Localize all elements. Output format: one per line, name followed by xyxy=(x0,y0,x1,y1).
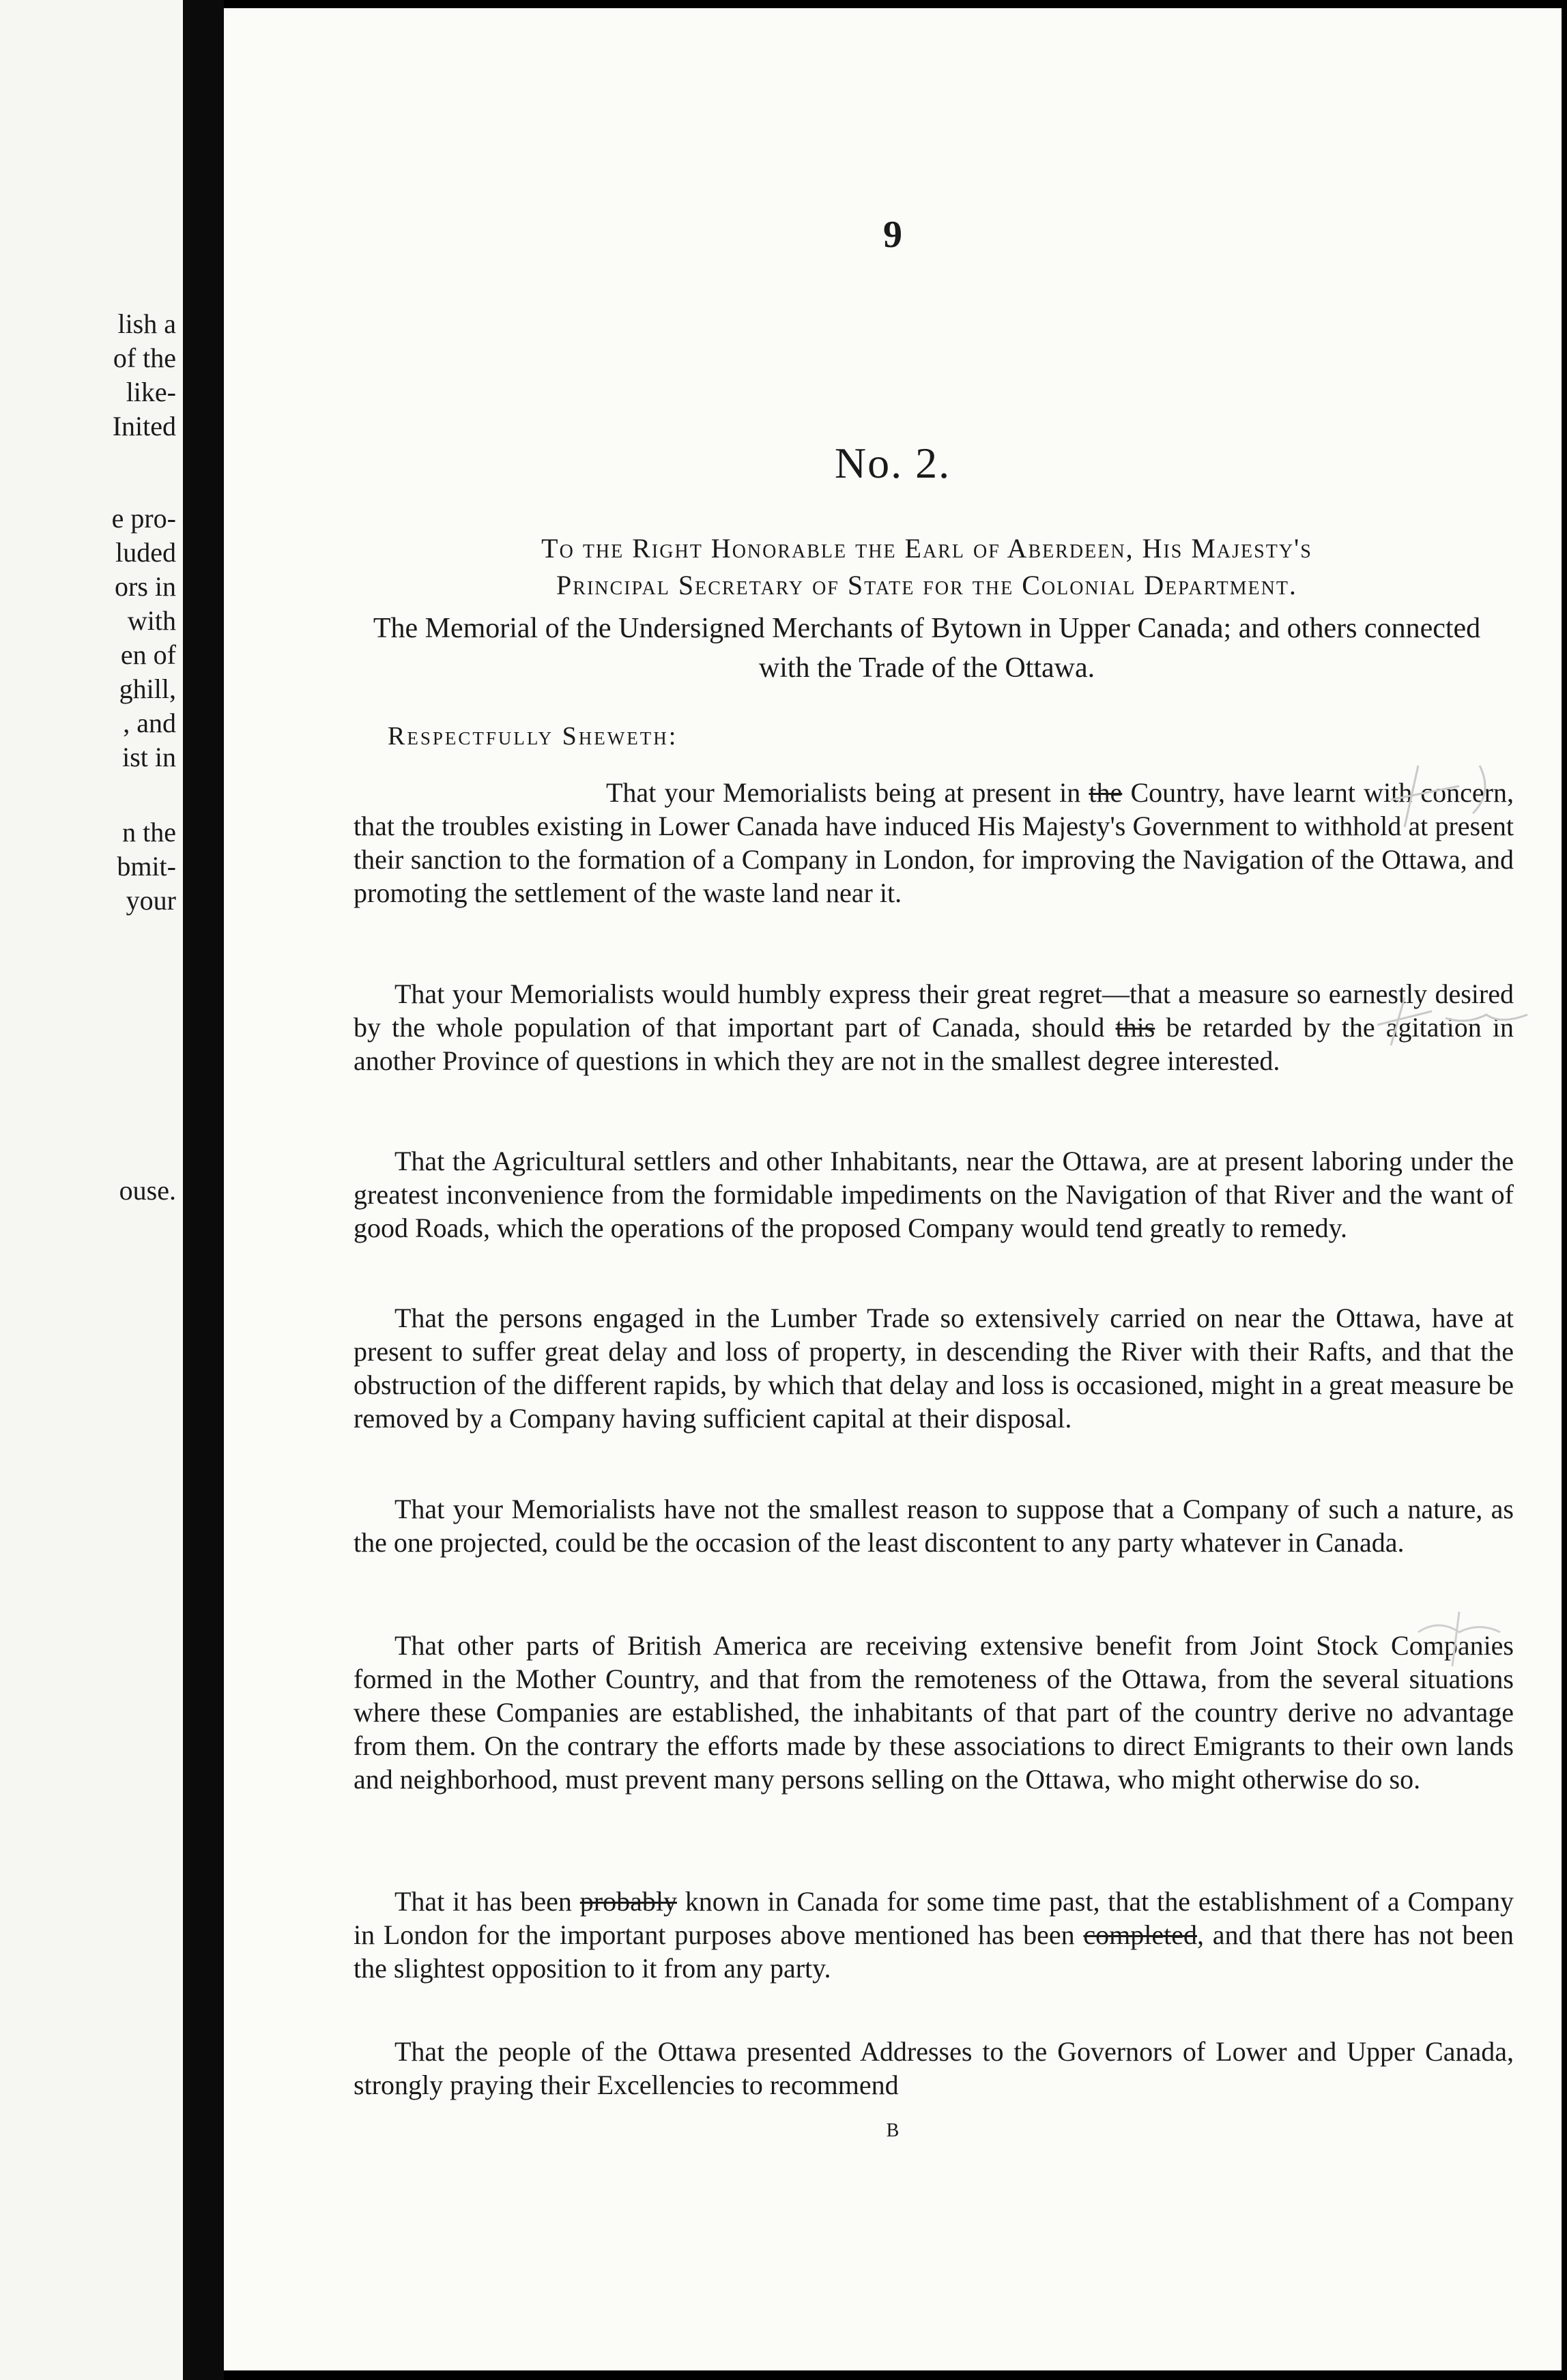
memorial-title: The Memorial of the Undersigned Merchants of Bytown in Upper Canada; and others connected with the Trade of the Ottawa. xyxy=(373,613,1481,684)
paragraph-text: That it has been xyxy=(394,1886,580,1917)
paragraph-text: That your Memorialists being at present in xyxy=(606,777,1089,808)
address-line-1: To the Right Honorable the Earl of Aberdeen, His Majesty's xyxy=(541,533,1312,564)
prev-page-fragment: ist in xyxy=(122,742,176,772)
prev-page-fragment: e pro- xyxy=(111,503,176,534)
prev-page-fragment: bmit- xyxy=(117,851,176,882)
prev-page-fragment: n the xyxy=(122,817,176,847)
struck-word: probably xyxy=(579,1886,677,1917)
paragraph-6: That other parts of British America are receiving extensive benefit from Joint Stock Companies formed in the Mother Country, and that from the remoteness of the Ottawa, from the several situations where these Companies are established, the inhabitants of that part of the country derive no advantage from them. On the contrary the efforts made by these associations to direct Emigrants to their own lands and neighborhood, must prevent many persons selling on the Ottawa, who might otherwise do so. xyxy=(354,1630,1514,1795)
paragraph-text: Country, have learnt with concern, that the troubles existing in Lower Canada have induced His Majesty's Government to withhold at present their sanction to the formation of a Company in London, for improving the Navigation of the Ottawa, and promoting the settlement of the waste land near it. xyxy=(354,777,1514,908)
paragraph-text: That your Memorialists would humbly express their great regret—that a measure so earnestly desired by the whole population of that important part of Canada, should xyxy=(354,978,1514,1043)
paragraph-8: That the people of the Ottawa presented Addresses to the Governors of Lower and Upper Canada, strongly praying their Excellencies to recommend xyxy=(354,2036,1514,2100)
paragraph-text: , and that there has not been the slightest opposition to it from any party. xyxy=(354,1919,1514,1984)
prev-page-fragment: Inited xyxy=(112,411,176,441)
prev-page-fragment: luded xyxy=(115,537,176,568)
salutation: Respectfully Sheweth: xyxy=(388,722,678,751)
prev-page-fragment: ors in xyxy=(115,571,176,602)
pencil-marginalia xyxy=(1377,725,1555,1714)
struck-word: completed xyxy=(1083,1919,1197,1950)
paragraph-2 xyxy=(354,977,1514,1077)
paragraph-7 xyxy=(354,1885,1514,1985)
prev-page-fragment: of the xyxy=(113,343,176,373)
address-heading xyxy=(347,530,1507,604)
pencil-stroke xyxy=(1418,1612,1500,1666)
prev-page-fragment: en of xyxy=(120,639,176,670)
prev-page-fragment: like- xyxy=(126,377,176,407)
page-gutter xyxy=(183,0,224,2380)
signature-mark: B xyxy=(886,2120,900,2141)
paragraph-text: known in Canada for some time past, that the establishment of a Company in London for the important purposes above mentioned has been xyxy=(354,1886,1514,1950)
prev-page-fragment: with xyxy=(127,605,176,636)
page-number: 9 xyxy=(883,214,902,256)
paragraph-1 xyxy=(354,776,1514,910)
paragraph-text: be retarded by the agitation in another Province of questions in which they are not in the smallest degree interested. xyxy=(354,1012,1514,1076)
paragraph-5: That your Memorialists have not the smallest reason to suppose that a Company of such a nature, as the one projected, could be the occasion of the least discontent to any party whatever in Canada. xyxy=(354,1494,1514,1558)
paragraph-4: That the persons engaged in the Lumber Trade so extensively carried on near the Ottawa, have at present to suffer great delay and loss of property, in descending the River with their Rafts, and that the obstruction of the different rapids, by which that delay and loss is occasioned, might in a great measure be removed by a Company having sufficient capital at their disposal. xyxy=(354,1303,1514,1434)
prev-page-fragment: lish a xyxy=(117,308,176,339)
struck-word: this xyxy=(1115,1012,1155,1043)
document-number: No. 2. xyxy=(834,439,951,487)
prev-page-fragment: ghill, xyxy=(119,673,176,704)
prev-page-fragment: , and xyxy=(123,708,176,738)
previous-page-edge xyxy=(0,0,183,2380)
pencil-stroke xyxy=(1377,998,1527,1045)
document-page xyxy=(224,8,1562,2370)
address-line-2: Principal Secretary of State for the Colonial Department. xyxy=(556,570,1297,600)
struck-word: the xyxy=(1089,777,1123,808)
prev-page-fragment: your xyxy=(126,885,176,916)
pencil-stroke xyxy=(1391,766,1485,827)
paragraph-3: That the Agricultural settlers and other Inhabitants, near the Ottawa, are at present laboring under the greatest inconvenience from the formidable impediments on the Navigation of that River and the want of good Roads, which the operations of the proposed Company would tend greatly to remedy. xyxy=(354,1146,1514,1243)
prev-page-fragment: ouse. xyxy=(119,1175,176,1206)
